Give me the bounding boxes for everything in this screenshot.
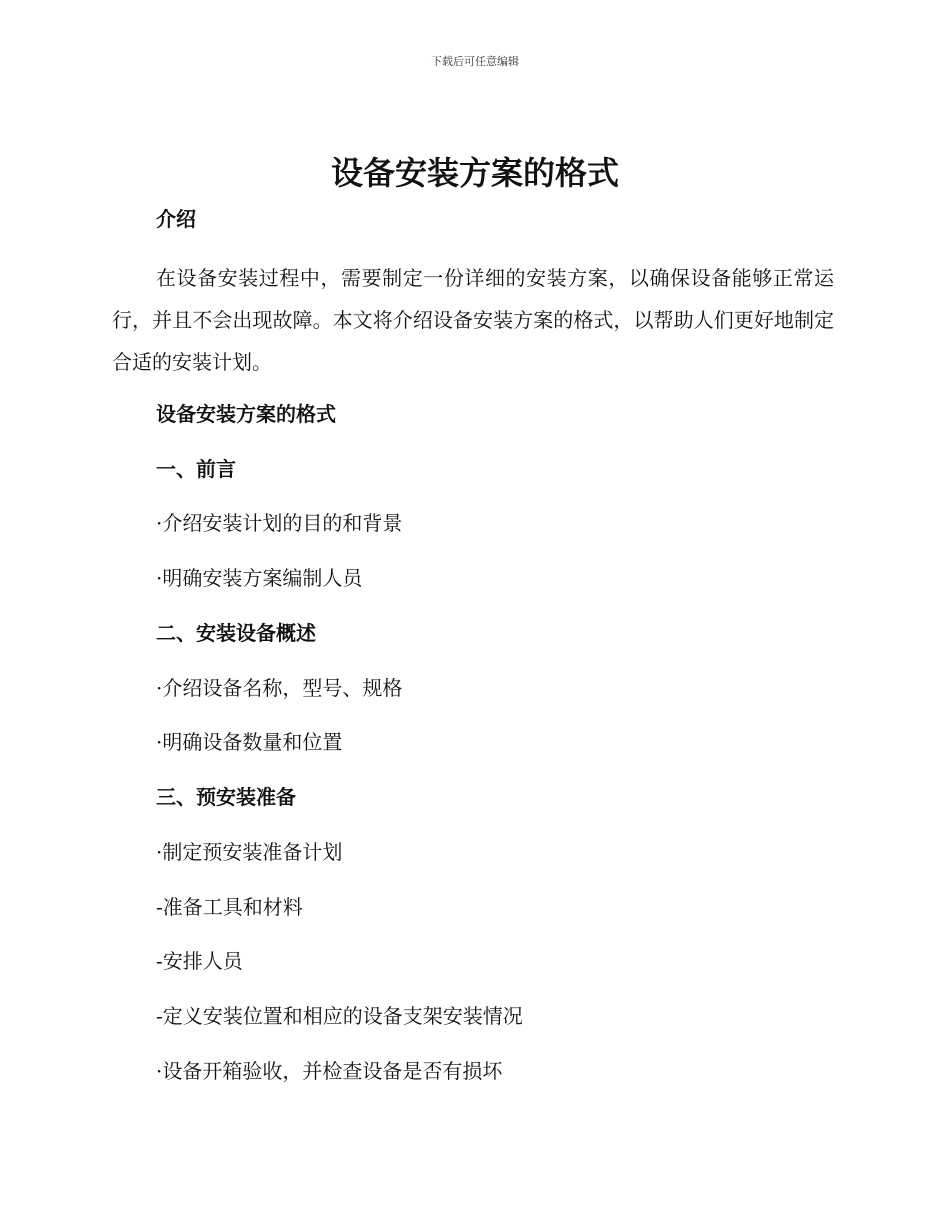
list-item: ·明确安装方案编制人员 [156, 566, 363, 590]
document-title: 设备安装方案的格式 [330, 154, 619, 192]
section-heading-overview: 二、安装设备概述 [156, 621, 316, 645]
list-item: ·设备开箱验收，并检查设备是否有损坏 [156, 1059, 503, 1083]
list-item: -安排人员 [156, 949, 243, 973]
intro-heading: 介绍 [156, 207, 196, 231]
list-item: -准备工具和材料 [156, 895, 303, 919]
format-heading: 设备安装方案的格式 [156, 402, 336, 426]
header-note: 下载后可任意编辑 [431, 55, 519, 68]
list-item: ·制定预安装准备计划 [156, 840, 343, 864]
list-item: ·介绍设备名称，型号、规格 [156, 676, 403, 700]
list-item: -定义安装位置和相应的设备支架安装情况 [156, 1004, 523, 1028]
section-heading-preface: 一、前言 [156, 457, 236, 481]
list-item: ·介绍安装计划的目的和背景 [156, 511, 403, 535]
intro-paragraph: 在设备安装过程中，需要制定一份详细的安装方案，以确保设备能够正常运行，并且不会出现故障。本文将介绍设备安装方案的格式，以帮助人们更好地制定合适的安装计划。 [112, 266, 834, 374]
section-heading-preparation: 三、预安装准备 [156, 785, 296, 809]
list-item: ·明确设备数量和位置 [156, 730, 343, 754]
